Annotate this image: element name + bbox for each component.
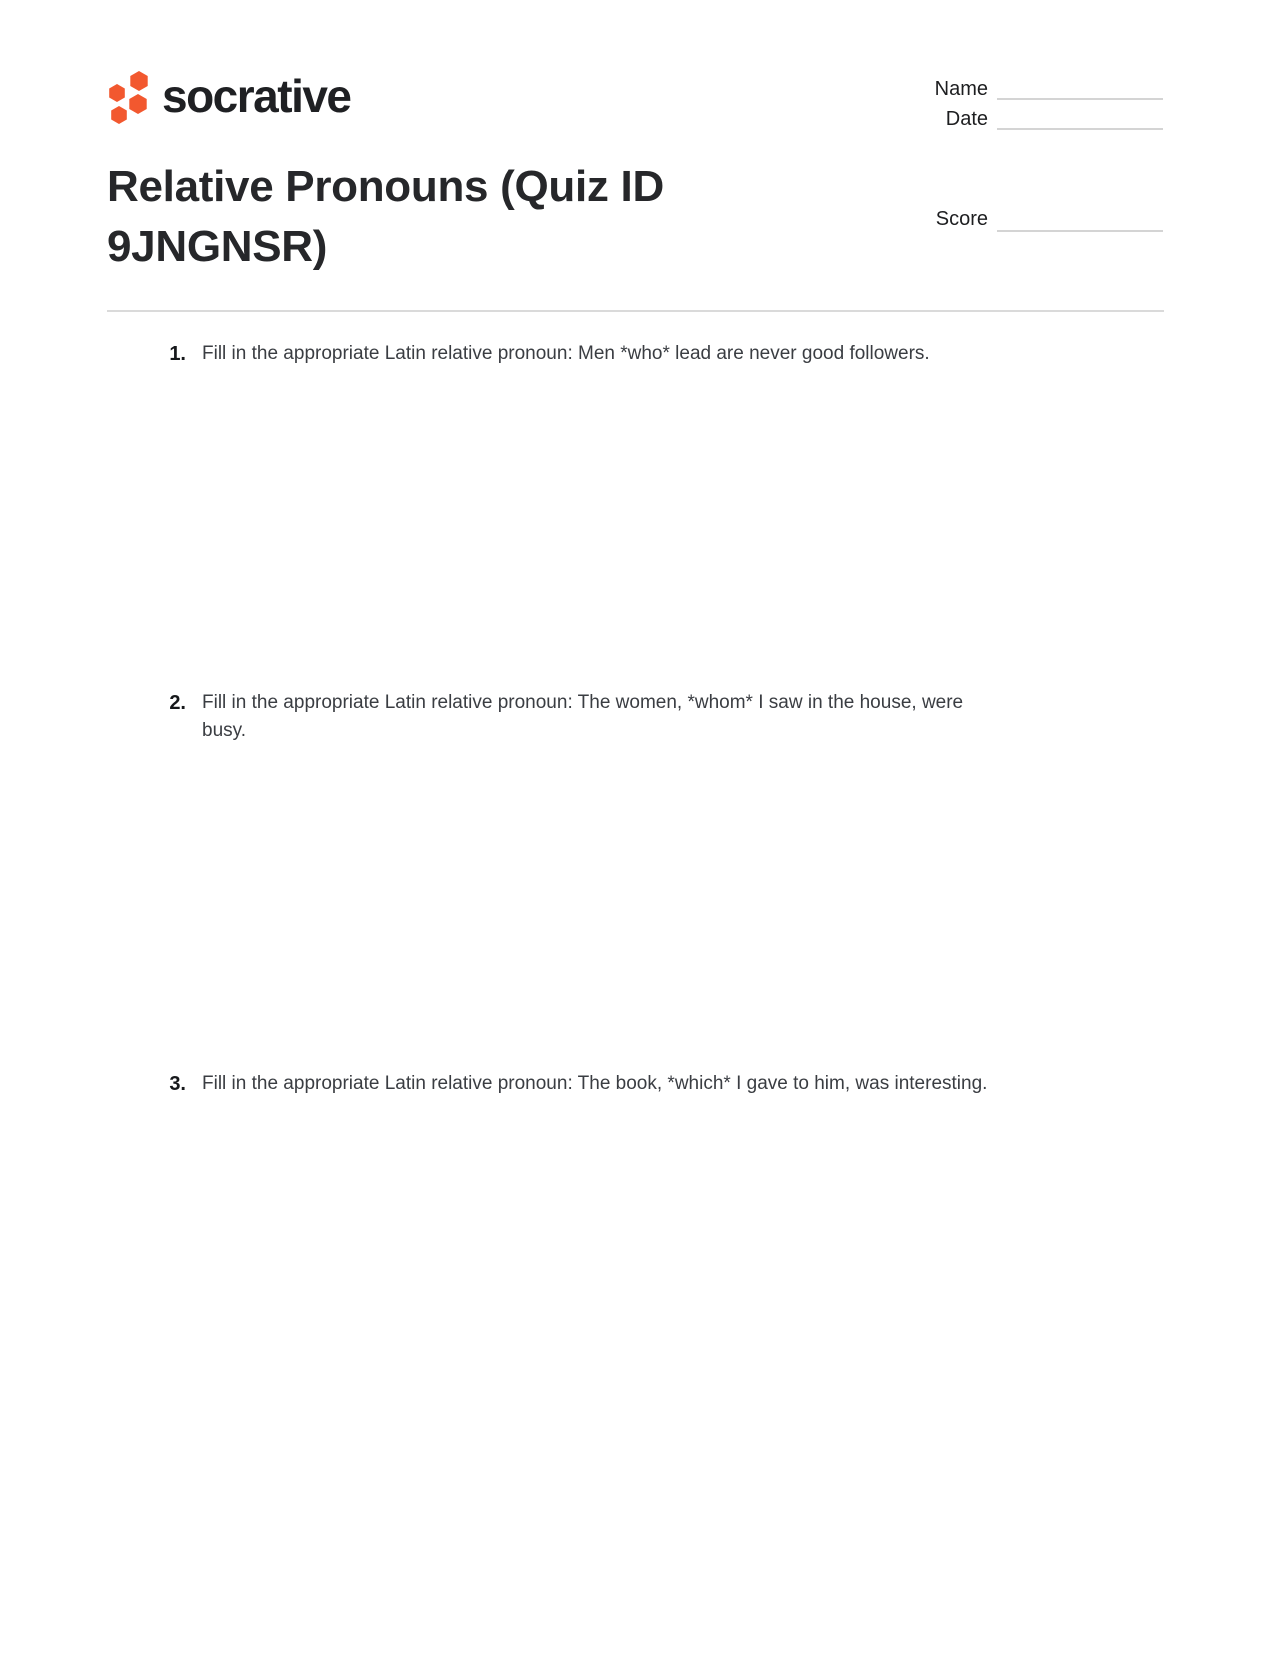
name-blank-line: [997, 98, 1163, 100]
name-label: Name: [934, 78, 988, 100]
question-1: [169, 340, 1162, 368]
question-3-text: Fill in the appropriate Latin relative pronoun: The book, *which* I gave to him, was interesting.: [202, 1073, 988, 1094]
question-1-number: 1.: [169, 343, 186, 365]
question-2-text: Fill in the appropriate Latin relative pronoun: The women, *whom* I saw in the house, were busy.: [202, 692, 964, 741]
hexagon-mid-right: [129, 94, 146, 114]
question-3-number: 3.: [169, 1073, 186, 1095]
question-1-text: Fill in the appropriate Latin relative pronoun: Men *who* lead are never good followers.: [202, 343, 930, 364]
socrative-hexagons-icon: [100, 62, 156, 128]
question-3: [169, 1070, 1162, 1098]
hexagon-mid-left: [109, 84, 125, 102]
brand-wordmark: socrative: [162, 70, 351, 122]
header-divider: [107, 310, 1164, 312]
question-2-number: 2.: [169, 692, 186, 714]
socrative-logo: [100, 62, 430, 128]
date-label: Date: [945, 108, 988, 130]
hexagon-bottom-left: [111, 106, 127, 124]
score-label: Score: [935, 208, 988, 230]
hexagon-top-right: [130, 71, 147, 91]
score-blank-line: [997, 230, 1163, 232]
date-blank-line: [997, 128, 1163, 130]
page-title: Relative Pronouns (Quiz ID 9JNGNSR): [107, 162, 664, 271]
question-2: [169, 689, 992, 745]
